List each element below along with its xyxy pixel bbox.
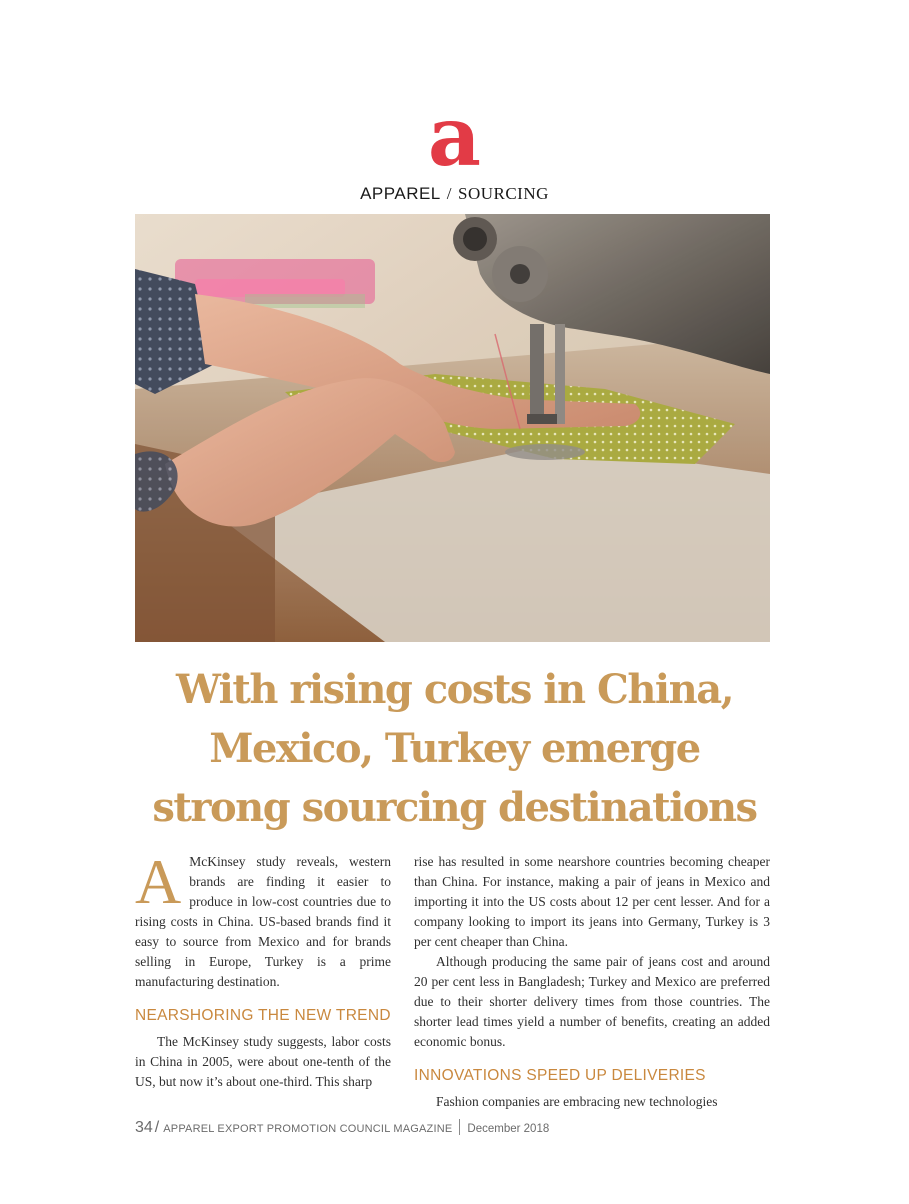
magazine-logo: a: [427, 89, 482, 185]
paragraph-4: Fashion companies are embracing new technologies: [436, 1094, 718, 1109]
subhead-innovations: INNOVATIONS SPEED UP DELIVERIES: [414, 1067, 706, 1084]
section-label: [0, 184, 909, 204]
paragraph-3: Although producing the same pair of jeans cost and around 20 per cent less in Bangladesh; Turkey and Mexico are preferred due to their shorter delivery times from those countries. The shorter lead times yield a number of benefits, creating an added economic bonus.: [414, 954, 770, 1049]
section-separator: /: [446, 184, 452, 203]
section-category: APPAREL: [360, 184, 441, 203]
paragraph-2: The McKinsey study suggests, labor costs in China in 2005, were about one-tenth of the US, but now it’s about one-third. This sharp: [135, 1034, 391, 1089]
paragraph-2-continued: rise has resulted in some nearshore countries becoming cheaper than China. For instance, making a pair of jeans in Mexico and importing it into the US costs about 12 per cent lesser. And for a company looking to import its jeans into Germany, Turkey is 3 per cent cheaper than China.: [414, 854, 770, 949]
headline-line-2: Mexico, Turkey emerge: [209, 725, 700, 772]
subhead-nearshoring: NEARSHORING THE NEW TREND: [135, 1007, 391, 1024]
footer-divider: [459, 1119, 460, 1135]
intro-paragraph: [135, 846, 391, 992]
headline-line-1: With rising costs in China,: [175, 666, 734, 713]
body-column-left: [135, 846, 391, 1092]
page-number: 34: [135, 1119, 153, 1136]
footer-slash: /: [154, 1119, 160, 1136]
section-subcategory: SOURCING: [458, 184, 549, 203]
intro-text: McKinsey study reveals, western brands are finding it easier to produce in low-cost countries due to rising costs in China. US-based brands find it easy to source from Mexico and for brands selling in Europe, Turkey is a prime manufacturing destination.: [135, 854, 391, 989]
headline-line-3: strong sourcing destinations: [152, 784, 757, 831]
article-headline: [110, 660, 799, 837]
sewing-machine-photo: [135, 214, 770, 642]
issue-date: December 2018: [467, 1123, 550, 1135]
page-footer: [135, 1119, 549, 1137]
drop-cap: A: [135, 846, 182, 917]
body-column-right: [414, 852, 770, 1112]
magazine-name: APPAREL EXPORT PROMOTION COUNCIL MAGAZINE: [163, 1123, 453, 1135]
